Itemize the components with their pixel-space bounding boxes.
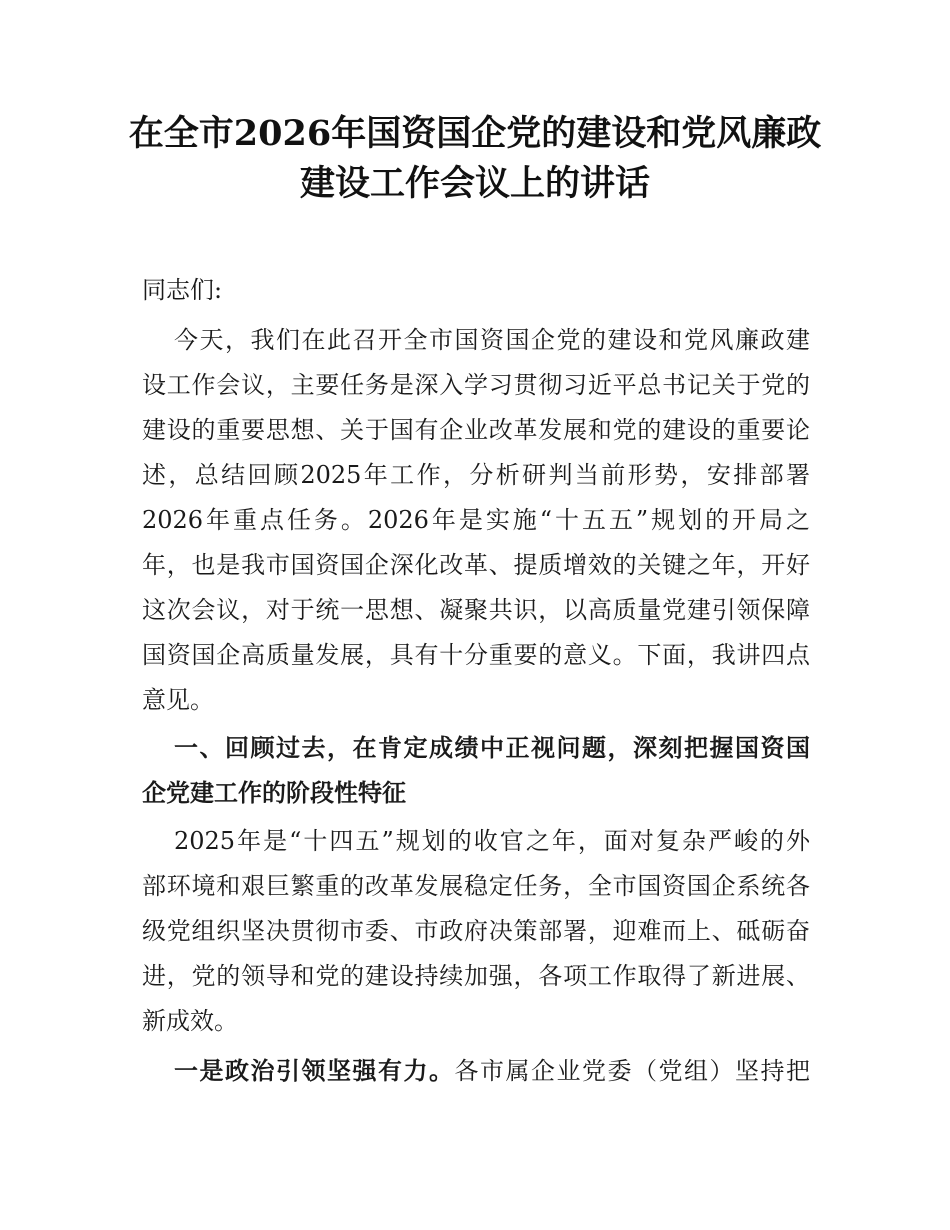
intro-line: 年，也是我市国资国企深化改革、提质增效的关键之年，开好 [142,551,810,579]
point-text: 各市属企业党委（党组）坚持把 [454,1057,810,1085]
intro-line: 建设的重要思想、关于国有企业改革发展和党的建设的重要论 [142,416,810,444]
document-title-line-2: 建设工作会议上的讲话 [299,163,650,204]
section-body-line: 部环境和艰巨繁重的改革发展稳定任务，全市国资国企系统各 [142,872,810,900]
intro-line: 设工作会议，主要任务是深入学习贯彻习近平总书记关于党的 [142,371,810,399]
intro-line: 2026年重点任务。2026年是实施“十五五”规划的开局之 [142,506,810,534]
section-body-line: 进，党的领导和党的建设持续加强，各项工作取得了新进展、 [142,962,810,990]
section-body-line: 2025年是“十四五”规划的收官之年，面对复杂严峻的外 [174,827,810,855]
intro-line: 今天，我们在此召开全市国资国企党的建设和党风廉政建 [174,326,810,354]
intro-line: 意见。 [142,686,214,714]
section-heading-line: 企党建工作的阶段性特征 [142,779,406,807]
section-body-line: 级党组织坚决贯彻市委、市政府决策部署，迎难而上、砥砺奋 [142,917,810,945]
section-heading-line: 一、回顾过去，在肯定成绩中正视问题，深刻把握国资国 [174,734,810,762]
intro-line: 这次会议，对于统一思想、凝聚共识，以高质量党建引领保障 [142,596,810,624]
point-paragraph [174,1053,810,1089]
section-body-line: 新成效。 [142,1007,238,1035]
intro-line: 述，总结回顾2025年工作，分析研判当前形势，安排部署 [142,461,810,489]
document-title-line-1: 在全市2026年国资国企党的建设和党风廉政 [128,113,822,154]
point-lead: 一是政治引领坚强有力。 [174,1057,455,1085]
salutation: 同志们: [142,276,223,304]
intro-line: 国资国企高质量发展，具有十分重要的意义。下面，我讲四点 [142,641,810,669]
